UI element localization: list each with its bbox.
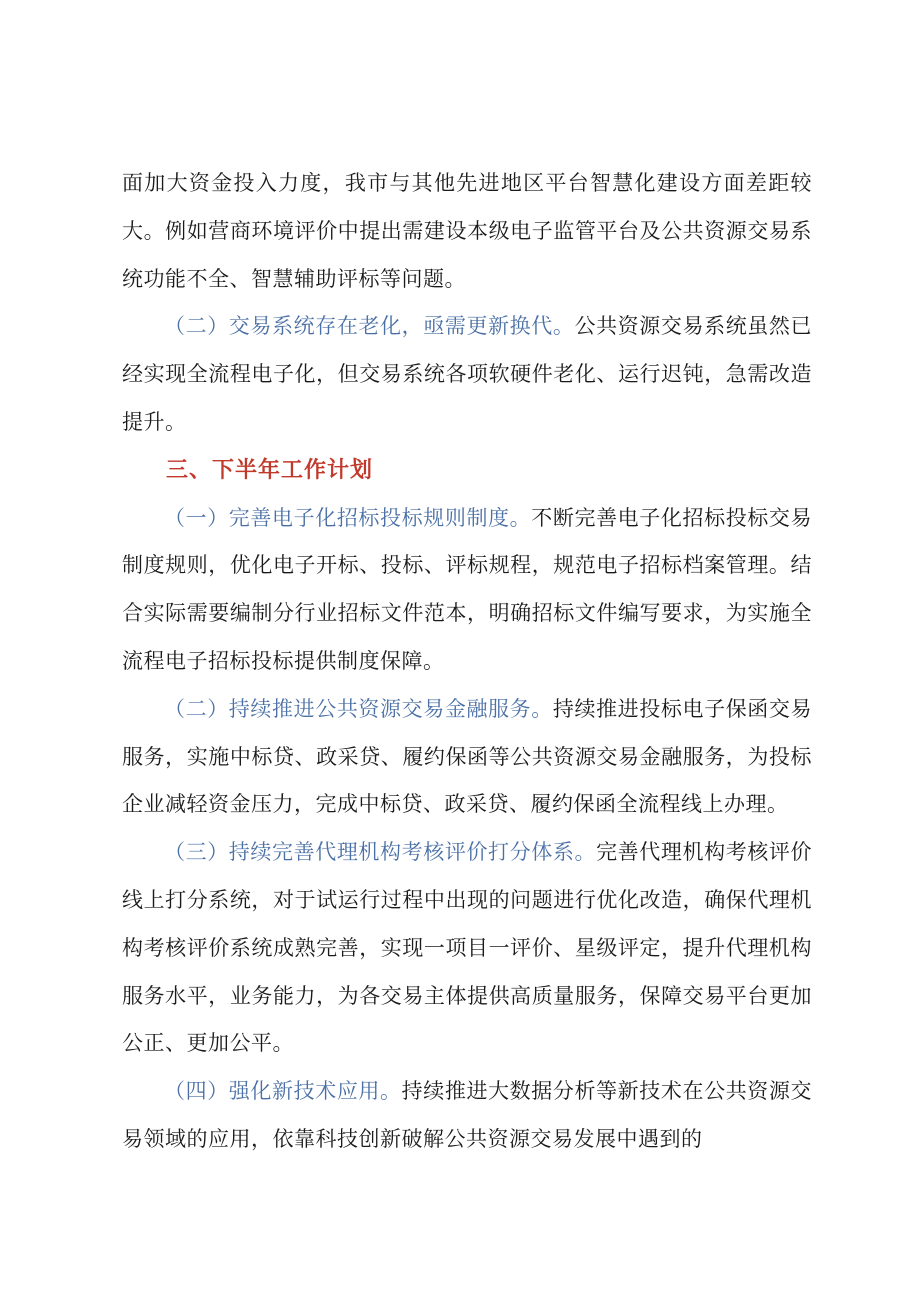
paragraph-4 xyxy=(122,686,812,829)
paragraph-5 xyxy=(122,829,812,1068)
paragraph-1: 面加大资金投入力度，我市与其他先进地区平台智慧化建设方面差距较大。例如营商环境评价中提出需建设本级电子监管平台及公共资源交易系统功能不全、智慧辅助评标等问题。 xyxy=(122,171,812,291)
subheading-3-3: （三）持续完善代理机构考核评价打分体系。 xyxy=(164,840,597,865)
paragraph-2 xyxy=(122,303,812,446)
paragraph-6-body: 持续推进大数据分析等新技术在公共资源交易领域的应用，依靠科技创新破解公共资源交易发展中遇到的 xyxy=(122,1079,813,1151)
document-body xyxy=(122,160,812,1164)
section-heading-3: 三、下半年工作计划 xyxy=(166,457,374,483)
paragraph-3 xyxy=(122,495,812,686)
paragraph-6 xyxy=(122,1068,812,1164)
subheading-3-1: （一）完善电子化招标投标规则制度。 xyxy=(164,505,532,530)
paragraph-3-body: 不断完善电子化招标投标交易制度规则，优化电子开标、投标、评标规程，规范电子招标档案管理。结合实际需要编制分行业招标文件范本，明确招标文件编写要求，为实施全流程电子招标投标提供制度保障。 xyxy=(122,505,813,673)
subheading-2: （二）交易系统存在老化，亟需更新换代。 xyxy=(164,314,575,339)
paragraph-2-body: 公共资源交易系统虽然已经实现全流程电子化，但交易系统各项软硬件老化、运行迟钝，急需改造提升。 xyxy=(122,314,813,434)
paragraph-5-body: 完善代理机构考核评价线上打分系统，对于试运行过程中出现的问题进行优化改造，确保代理机构考核评价系统成熟完善，实现一项目一评价、星级评定，提升代理机构服务水平，业务能力，为各交易主体提供高质量服务，保障交易平台更加公正、更加公平。 xyxy=(122,840,813,1056)
subheading-3-2: （二）持续推进公共资源交易金融服务。 xyxy=(164,696,553,721)
paragraph-4-body: 持续推进投标电子保函交易服务，实施中标贷、政采贷、履约保函等公共资源交易金融服务，为投标企业减轻资金压力，完成中标贷、政采贷、履约保函全流程线上办理。 xyxy=(122,696,813,817)
subheading-3-4: （四）强化新技术应用。 xyxy=(164,1079,402,1104)
